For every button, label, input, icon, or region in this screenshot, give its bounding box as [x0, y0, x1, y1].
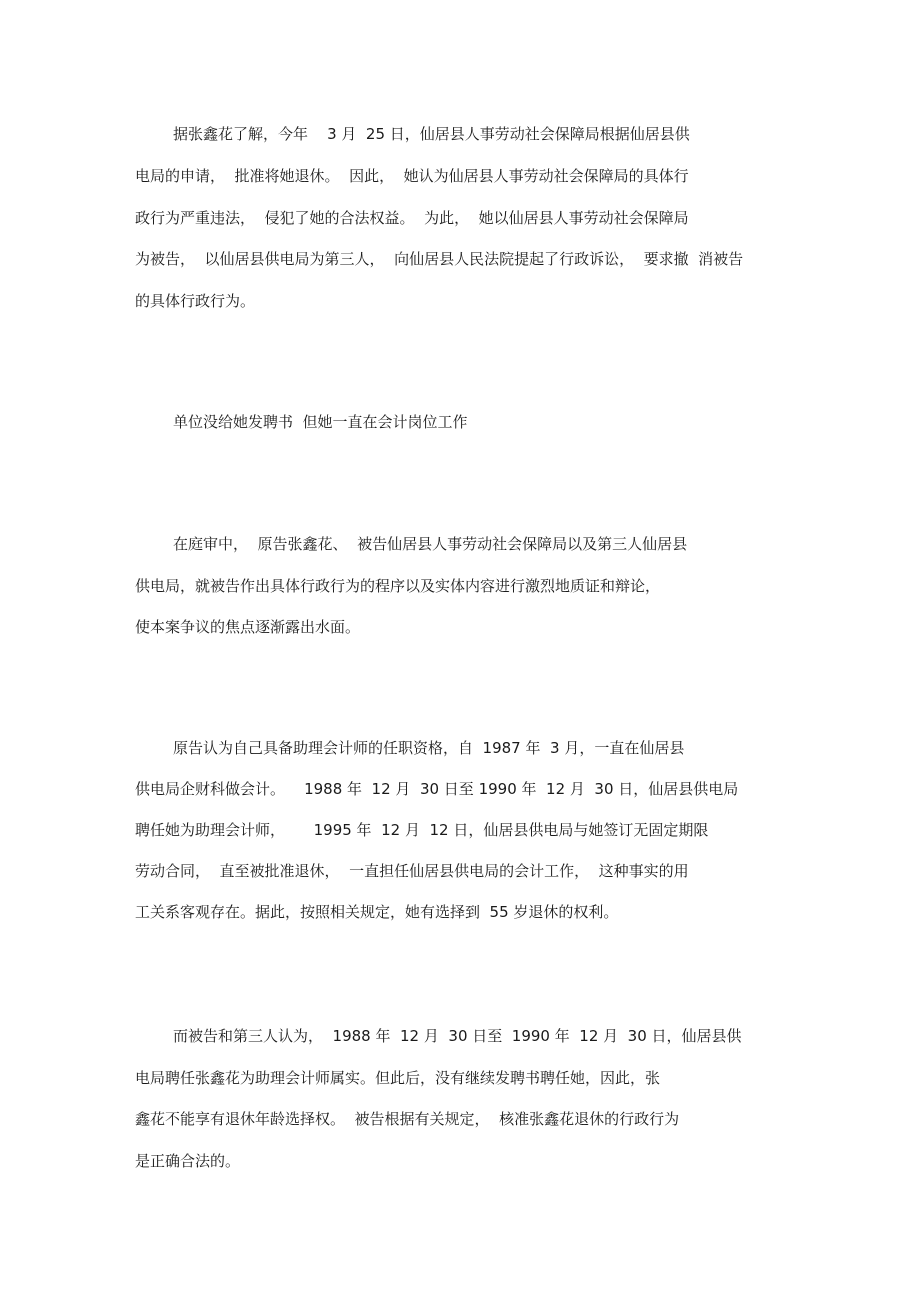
paragraph-5-line-3: 鑫花不能享有退休年龄选择权。 被告根据有关规定， 核准张鑫花退休的行政行为	[135, 1110, 680, 1128]
paragraph-3-line-3: 使本案争议的焦点逐渐露出水面。	[135, 618, 361, 636]
paragraph-4-line-1: 原告认为自己具备助理会计师的任职资格，自 1987 年 3 月，一直在仙居县	[173, 739, 685, 757]
paragraph-4-line-4: 劳动合同， 直至被批准退休， 一直担任仙居县供电局的会计工作， 这种事实的用	[135, 862, 689, 880]
paragraph-1-line-4: 为被告， 以仙居县供电局为第三人， 向仙居县人民法院提起了行政诉讼， 要求撤 消被告	[135, 250, 744, 268]
paragraph-1-line-5: 的具体行政行为。	[135, 292, 256, 310]
paragraph-4-line-3: 聘任她为助理会计师， 1995 年 12 月 12 日，仙居县供电局与她签订无固定期限	[135, 821, 709, 839]
paragraph-1-line-3: 政行为严重违法， 侵犯了她的合法权益。 为此， 她以仙居县人事劳动社会保障局	[135, 209, 689, 227]
paragraph-5-line-4: 是正确合法的。	[135, 1152, 241, 1170]
paragraph-4-line-5: 工关系客观存在。据此，按照相关规定，她有选择到 55 岁退休的权利。	[135, 903, 619, 921]
paragraph-5-line-1: 而被告和第三人认为， 1988 年 12 月 30 日至 1990 年 12 月 30 日，仙居县供	[173, 1027, 742, 1045]
paragraph-1-line-2: 电局的申请， 批准将她退休。 因此， 她认为仙居县人事劳动社会保障局的具体行	[135, 167, 689, 185]
paragraph-5-line-2: 电局聘任张鑫花为助理会计师属实。但此后，没有继续发聘书聘任她，因此，张	[135, 1069, 661, 1087]
paragraph-3-line-1: 在庭审中， 原告张鑫花、 被告仙居县人事劳动社会保障局以及第三人仙居县	[173, 535, 688, 553]
paragraph-1-line-1: 据张鑫花了解，今年 3 月 25 日，仙居县人事劳动社会保障局根据仙居县供	[173, 125, 690, 143]
paragraph-3-line-2: 供电局，就被告作出具体行政行为的程序以及实体内容进行激烈地质证和辩论，	[135, 577, 661, 595]
paragraph-4-line-2: 供电局企财科做会计。 1988 年 12 月 30 日至 1990 年 12 月 30 日，仙居县供电局	[135, 780, 739, 798]
paragraph-2-line-1: 单位没给她发聘书 但她一直在会计岗位工作	[173, 413, 468, 431]
